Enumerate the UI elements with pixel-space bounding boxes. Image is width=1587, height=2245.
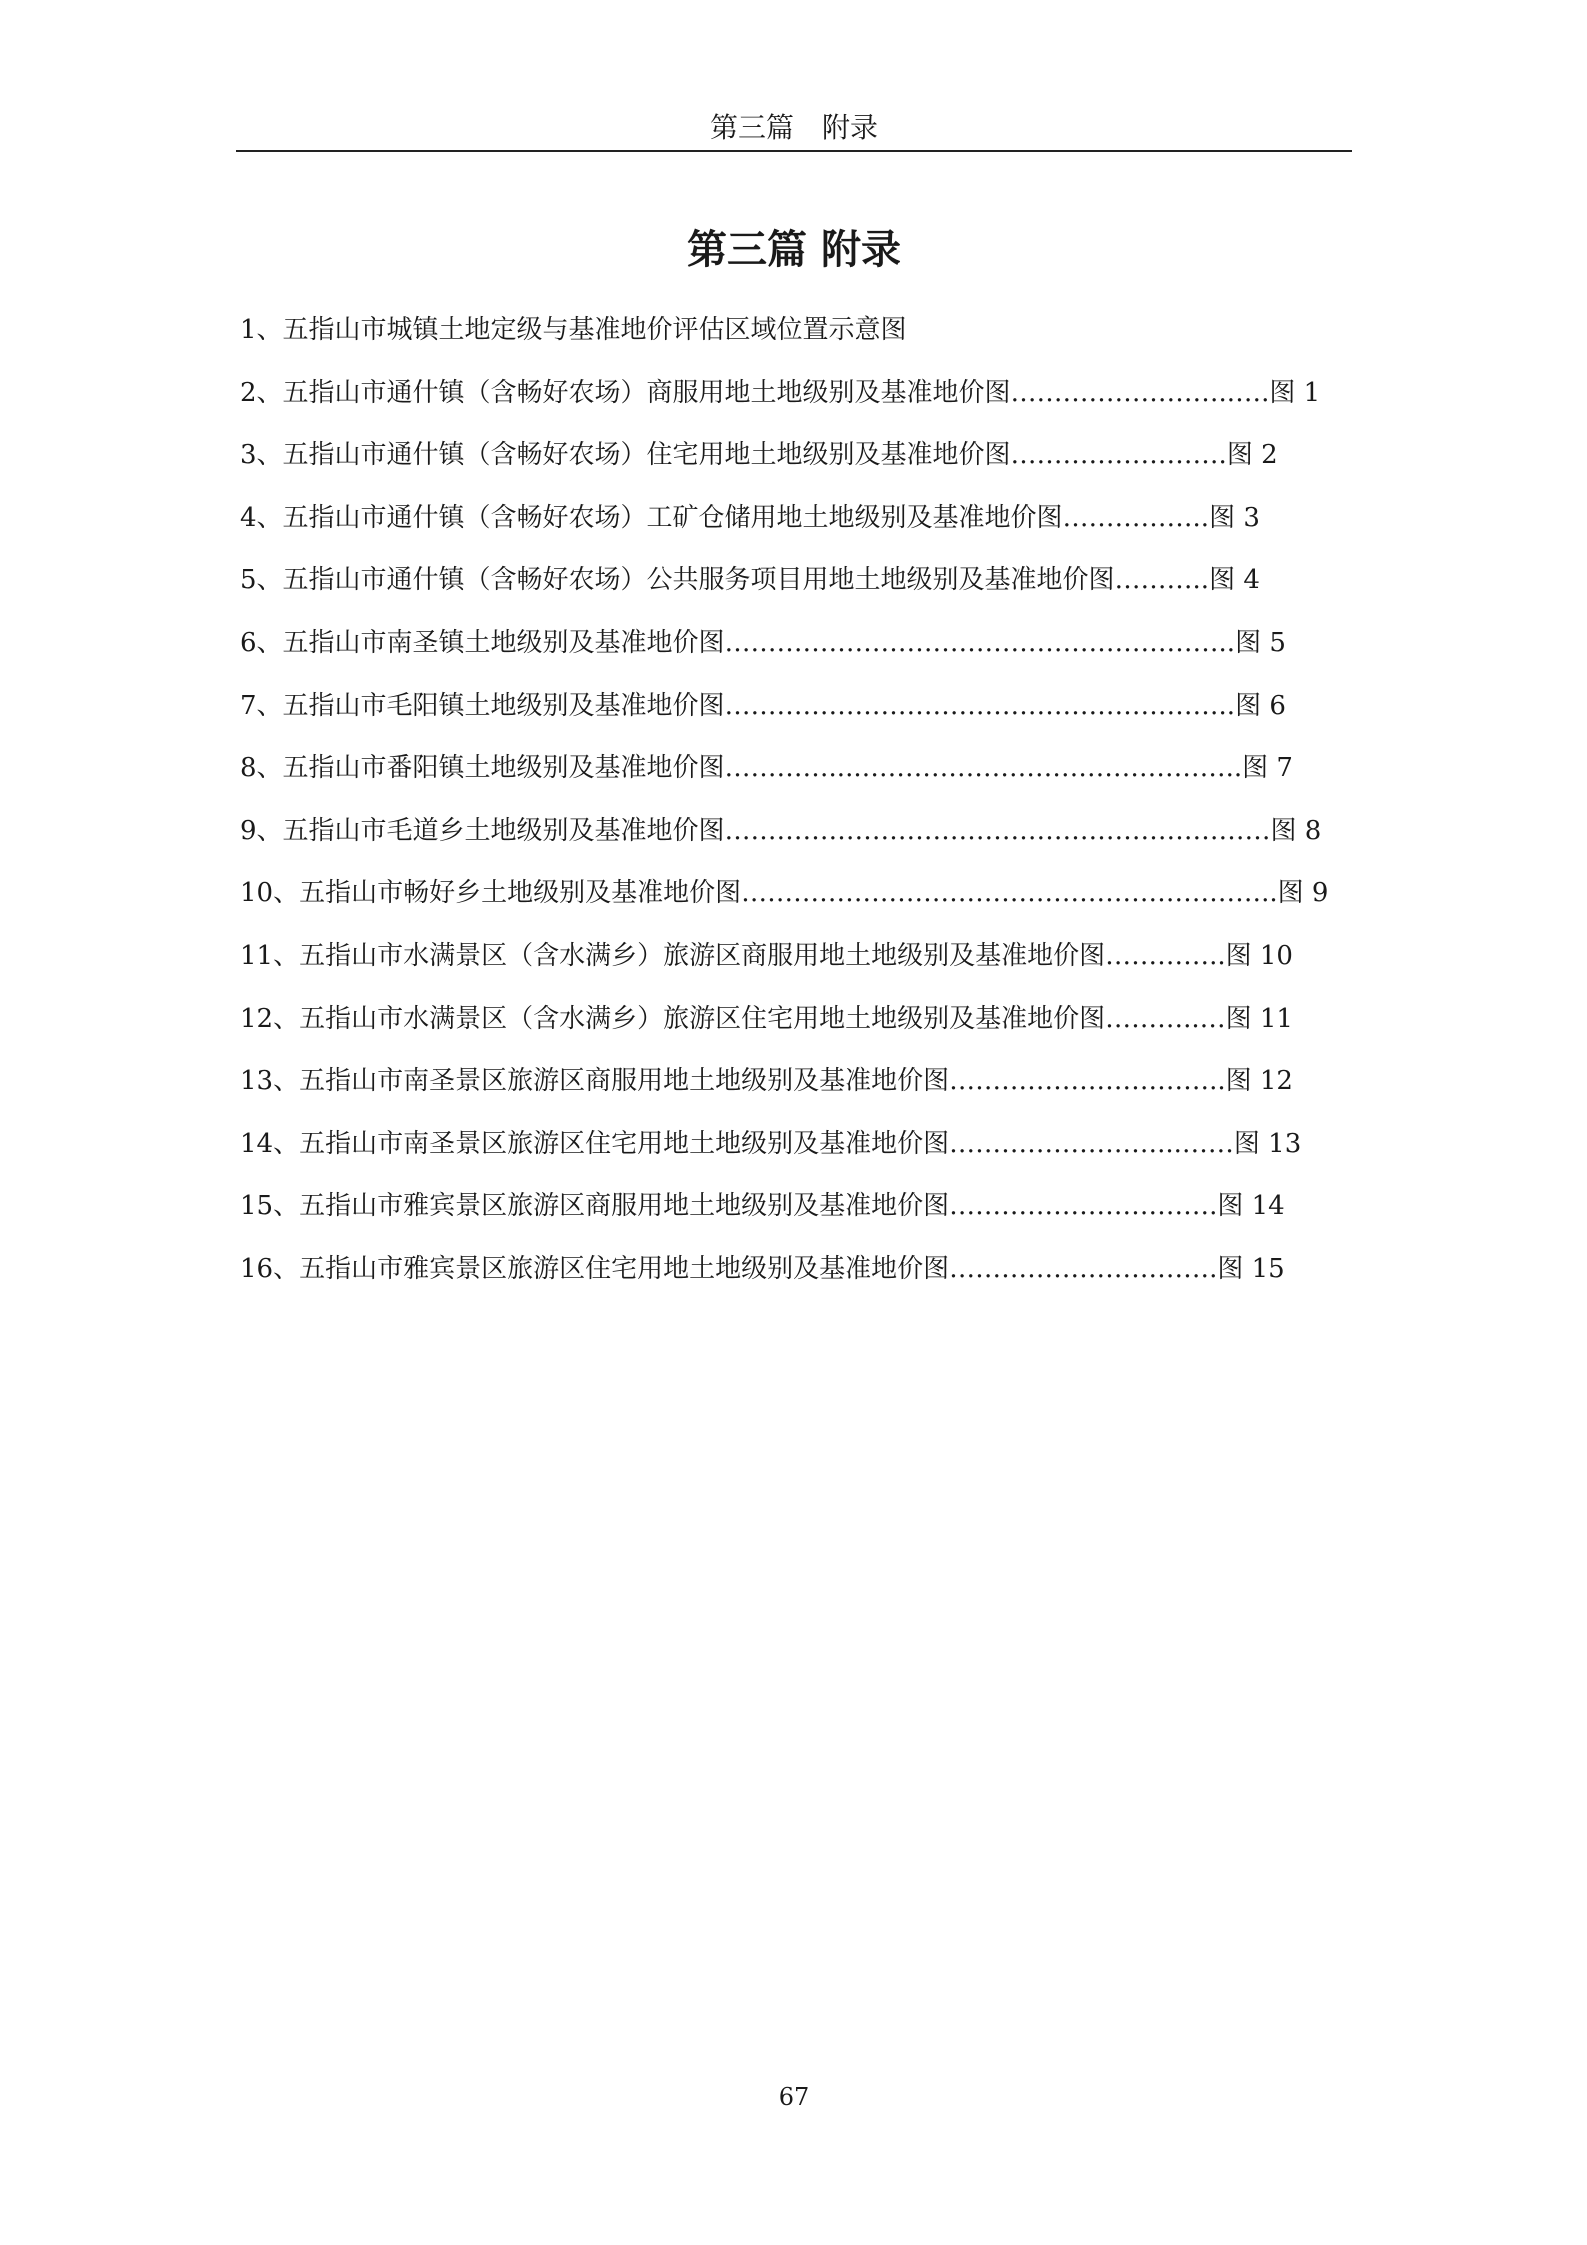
toc-item-leader: ………………………………………………….. <box>724 690 1236 721</box>
toc-item-figure: 图 15 <box>1217 1253 1285 1284</box>
toc-item-leader: …………………………. <box>949 1191 1218 1222</box>
toc-item-leader: …………….. <box>1062 502 1210 533</box>
toc-item <box>240 1247 1352 1310</box>
toc-item-leader: ……………………...…… <box>949 1128 1234 1159</box>
toc-item <box>240 1122 1352 1185</box>
toc-item-leader: …………....…………………………………….. <box>724 753 1243 784</box>
toc-item <box>240 371 1352 434</box>
header-rule <box>236 150 1352 152</box>
toc-item-leader: ……………………. <box>1010 440 1227 471</box>
toc-item-label: 2、五指山市通什镇（含畅好农场）商服用地土地级别及基准地价图 <box>240 377 1011 408</box>
toc-item-label: 12、五指山市水满景区（含水满乡）旅游区住宅用地土地级别及基准地价图 <box>240 1003 1106 1034</box>
toc-item-figure: 图 8 <box>1270 815 1322 846</box>
toc-item-figure: 图 9 <box>1277 878 1329 909</box>
table-of-contents <box>240 308 1352 1310</box>
toc-item-figure: 图 7 <box>1242 753 1293 784</box>
toc-item-label: 7、五指山市毛阳镇土地级别及基准地价图 <box>240 690 725 721</box>
toc-item-figure: 图 13 <box>1233 1128 1302 1159</box>
toc-item-leader: …………………………. <box>949 1253 1218 1284</box>
toc-item <box>240 308 1352 371</box>
toc-item-figure: 图 2 <box>1226 440 1278 471</box>
toc-item <box>240 809 1352 872</box>
toc-item-leader: ………………………….. <box>949 1066 1226 1097</box>
toc-item-label: 11、五指山市水满景区（含水满乡）旅游区商服用地土地级别及基准地价图 <box>240 940 1106 971</box>
toc-item-label: 8、五指山市番阳镇土地级别及基准地价图 <box>240 753 725 784</box>
toc-item-label: 1、五指山市城镇土地定级与基准地价评估区域位置示意图 <box>240 315 907 345</box>
toc-item-label: 10、五指山市畅好乡土地级别及基准地价图 <box>240 878 742 909</box>
toc-item-label: 9、五指山市毛道乡土地级别及基准地价图 <box>240 815 725 846</box>
toc-item <box>240 1059 1352 1122</box>
toc-item <box>240 746 1352 809</box>
toc-item-label: 5、五指山市通什镇（含畅好农场）公共服务项目用地土地级别及基准地价图 <box>240 565 1115 596</box>
toc-item <box>240 496 1352 559</box>
toc-item-label: 3、五指山市通什镇（含畅好农场）住宅用地土地级别及基准地价图 <box>240 440 1011 471</box>
toc-item <box>240 934 1352 997</box>
toc-item-leader: ……………………………………………………… <box>724 815 1271 846</box>
toc-item-label: 4、五指山市通什镇（含畅好农场）工矿仓储用地土地级别及基准地价图 <box>240 502 1063 533</box>
running-header: 第三篇 附录 <box>709 111 878 144</box>
toc-item-label: 13、五指山市南圣景区旅游区商服用地土地级别及基准地价图 <box>240 1066 950 1097</box>
toc-item <box>240 433 1352 496</box>
toc-item <box>240 997 1352 1060</box>
page-title: 第三篇 附录 <box>687 227 901 273</box>
toc-item-label: 15、五指山市雅宾景区旅游区商服用地土地级别及基准地价图 <box>240 1191 950 1222</box>
toc-item-leader: ……………………..…. <box>1010 377 1270 408</box>
toc-item <box>240 558 1352 621</box>
toc-item-figure: 图 12 <box>1225 1066 1293 1097</box>
toc-item-figure: 图 1 <box>1269 377 1321 408</box>
toc-item-leader: ………….. <box>1105 940 1226 971</box>
toc-item-figure: 图 11 <box>1225 1003 1293 1034</box>
page-number: 67 <box>778 2083 810 2111</box>
toc-item <box>240 684 1352 747</box>
toc-item-figure: 图 3 <box>1209 502 1260 533</box>
toc-item-leader: …………………………………………………….. <box>741 878 1278 909</box>
toc-item <box>240 871 1352 934</box>
toc-item-label: 6、五指山市南圣镇土地级别及基准地价图 <box>240 627 725 658</box>
toc-item <box>240 1184 1352 1247</box>
toc-item-figure: 图 5 <box>1235 627 1286 658</box>
toc-item-figure: 图 14 <box>1217 1191 1285 1222</box>
toc-item <box>240 621 1352 684</box>
toc-item-leader: ……….. <box>1114 565 1210 596</box>
toc-item-label: 16、五指山市雅宾景区旅游区住宅用地土地级别及基准地价图 <box>240 1253 950 1284</box>
toc-item-leader: ………………………………………………….. <box>724 627 1236 658</box>
toc-item-figure: 图 4 <box>1209 565 1260 596</box>
toc-item-label: 14、五指山市南圣景区旅游区住宅用地土地级别及基准地价图 <box>240 1128 950 1159</box>
toc-item-figure: 图 10 <box>1225 940 1293 971</box>
toc-item-figure: 图 6 <box>1235 690 1286 721</box>
toc-item-leader: ………..… <box>1105 1003 1226 1034</box>
